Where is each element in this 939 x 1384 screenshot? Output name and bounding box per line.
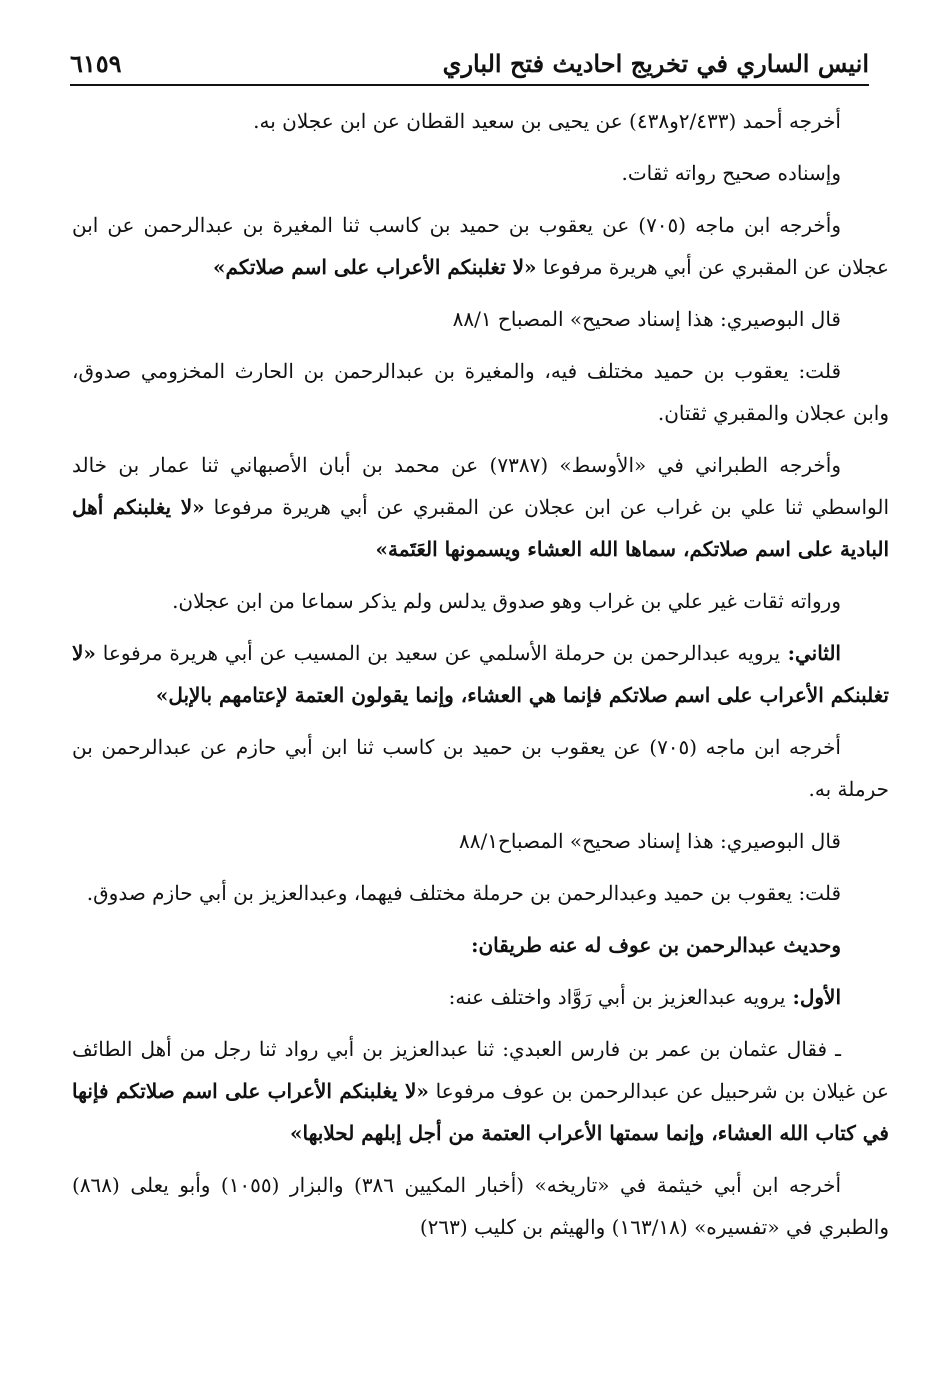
running-title: انيس الساري في تخريج احاديث فتح الباري <box>442 49 869 78</box>
paragraph-1: أخرجه أحمد (٢/٤٣٣و٤٣٨) عن يحيى بن سعيد القطان عن ابن عجلان به. <box>253 109 841 133</box>
paragraph-10: قال البوصيري: هذا إسناد صحيح» المصباح٨٨/١ <box>458 829 841 853</box>
hadith-text: «لا تغلبنكم الأعراب على اسم صلاتكم فإنما هي العشاء، وإنما يقولون العتمة لإعتامهم بالإبل» <box>72 641 889 707</box>
paragraph-3: وأخرجه ابن ماجه (٧٠٥) عن يعقوب بن حميد بن كاسب ثنا المغيرة بن عبدالرحمن عن ابن عجلان عن المقبري عن أبي هريرة مرفوعا «لا تغلبنكم الأعراب على اسم صلاتكم» <box>72 213 889 279</box>
paragraph-8: الثاني: يرويه عبدالرحمن بن حرملة الأسلمي عن سعيد بن المسيب عن أبي هريرة مرفوعا «لا تغلبنكم الأعراب على اسم صلاتكم فإنما هي العشاء، وإنما يقولون العتمة لإعتامهم بالإبل» <box>72 641 889 707</box>
paragraph-4: قال البوصيري: هذا إسناد صحيح» المصباح ٨٨/١ <box>452 307 841 331</box>
section-lead: الثاني: <box>780 641 841 665</box>
paragraph-11: قلت: يعقوب بن حميد وعبدالرحمن بن حرملة مختلف فيهما، وعبدالعزيز بن أبي حازم صدوق. <box>86 881 841 905</box>
hadith-text: «لا تغلبنكم الأعراب على اسم صلاتكم» <box>213 255 537 279</box>
running-header <box>70 38 869 78</box>
body-text <box>72 100 889 1258</box>
section-heading: وحديث عبدالرحمن بن عوف له عنه طريقان: <box>471 933 841 957</box>
paragraph-13: الأول: يرويه عبدالعزيز بن أبي رَوَّاد واختلف عنه: <box>448 985 841 1009</box>
paragraph-15: أخرجه ابن أبي خيثمة في «تاريخه» (أخبار المكيين ٣٨٦) والبزار (١٠٥٥) وأبو يعلى (٨٦٨) والطبري في «تفسيره» (١٦٣/١٨) والهيثم بن كليب (٢٦٣) <box>72 1173 889 1239</box>
section-lead: الأول: <box>785 985 841 1009</box>
hadith-text: «لا يغلبنكم الأعراب على اسم صلاتكم فإنها في كتاب الله العشاء، وإنما سمتها الأعراب العتمة من أجل إبلهم لحلابها» <box>72 1079 889 1145</box>
page-number: ٦١٥٩ <box>70 49 122 78</box>
paragraph-9: أخرجه ابن ماجه (٧٠٥) عن يعقوب بن حميد بن كاسب ثنا ابن أبي حازم عن عبدالرحمن بن حرملة به. <box>72 735 889 801</box>
paragraph-7: ورواته ثقات غير علي بن غراب وهو صدوق يدلس ولم يذكر سماعا من ابن عجلان. <box>172 589 841 613</box>
paragraph-2: وإسناده صحيح رواته ثقات. <box>621 161 841 185</box>
hadith-text: «لا يغلبنكم أهل البادية على اسم صلاتكم، سماها الله العشاء ويسمونها العَتَمة» <box>72 495 889 561</box>
paragraph-5: قلت: يعقوب بن حميد مختلف فيه، والمغيرة بن عبدالرحمن بن الحارث المخزومي صدوق، وابن عجلان والمقبري ثقتان. <box>72 359 889 425</box>
paragraph-14: ـ فقال عثمان بن عمر بن فارس العبدي: ثنا عبدالعزيز بن أبي رواد ثنا رجل من أهل الطائف عن غيلان بن شرحبيل عن عبدالرحمن بن عوف مرفوعا «لا يغلبنكم الأعراب على اسم صلاتكم فإنها في كتاب الله العشاء، وإنما سمتها الأعراب العتمة من أجل إبلهم لحلابها» <box>72 1037 889 1145</box>
paragraph-6: وأخرجه الطبراني في «الأوسط» (٧٣٨٧) عن محمد بن أبان الأصبهاني ثنا عمار بن خالد الواسطي ثنا علي بن غراب عن ابن عجلان عن المقبري عن أبي هريرة مرفوعا «لا يغلبنكم أهل البادية على اسم صلاتكم، سماها الله العشاء ويسمونها العَتَمة» <box>72 453 889 561</box>
header-rule <box>70 84 869 86</box>
